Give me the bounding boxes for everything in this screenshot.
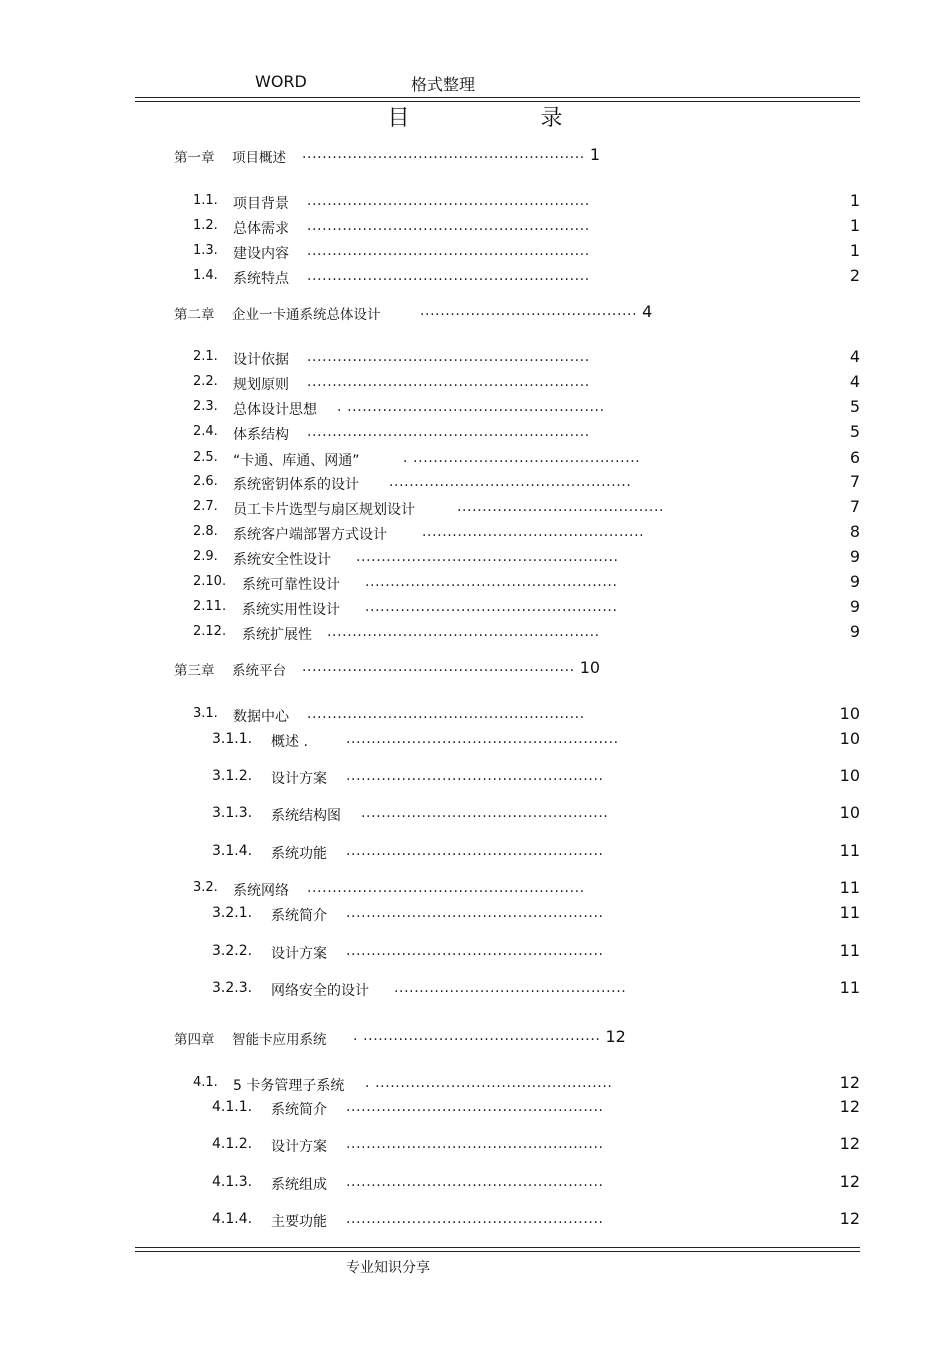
toc-page-number: 9	[849, 622, 860, 641]
toc-entry[interactable]	[0, 218, 950, 240]
toc-leader-dots: ......................................................	[302, 659, 575, 675]
toc-entry-title: 系统简介	[271, 908, 327, 924]
toc-entry[interactable]	[0, 374, 950, 396]
toc-leader-dots: . ...............................................	[365, 1075, 613, 1091]
toc-entry-number: 4.1.2.	[212, 1136, 253, 1152]
toc-leader-dots: ...................................................	[346, 1174, 604, 1190]
toc-leader-dots: .......................................................	[307, 880, 585, 896]
toc-leader-dots: ......................................................	[327, 624, 600, 640]
toc-entry-title: 系统网络	[233, 883, 289, 899]
toc-entry[interactable]	[0, 424, 950, 446]
toc-entry-title: 5 卡务管理子系统	[233, 1078, 345, 1094]
toc-page-number: 6	[849, 448, 860, 467]
toc-leader-dots: ........................................................	[307, 218, 590, 234]
toc-leader-dots: ...................................................	[346, 768, 604, 784]
toc-entry-number: 2.8.	[193, 524, 218, 539]
toc-entry-title: 系统客户端部署方式设计	[233, 527, 387, 543]
toc-page-number: 11	[839, 841, 860, 860]
toc-entry[interactable]	[0, 880, 950, 902]
toc-entry-title: 设计方案	[271, 946, 327, 962]
toc-entry-number: 2.2.	[193, 374, 218, 389]
toc-page-number: 12	[839, 1209, 860, 1228]
toc-entry-title: 设计依据	[233, 352, 289, 368]
toc-page-number: 12	[839, 1073, 860, 1092]
toc-entry-title: “卡通、库通、网通”	[233, 453, 360, 469]
toc-entry-number: 2.5.	[193, 450, 218, 465]
page-title: 目 录	[387, 106, 625, 131]
toc-entry-number: 第三章	[174, 663, 215, 679]
toc-chapter-entry[interactable]	[0, 1028, 950, 1050]
toc-entry-number: 2.7.	[193, 499, 218, 514]
toc-entry[interactable]	[0, 943, 950, 965]
toc-entry[interactable]	[0, 524, 950, 546]
toc-leader-dots: ..................................................	[365, 574, 618, 590]
toc-entry-title: 项目概述	[232, 150, 286, 166]
toc-page-number: 7	[849, 497, 860, 516]
toc-entry-title: 设计方案	[271, 771, 327, 787]
toc-chapter-entry[interactable]	[0, 303, 950, 325]
toc-leader-dots: ......................................................	[346, 731, 619, 747]
toc-entry-title: 规划原则	[233, 377, 289, 393]
toc-entry-number: 3.1.	[193, 706, 218, 721]
toc-leader-dots: ...................................................	[346, 1211, 604, 1227]
toc-entry[interactable]	[0, 1136, 950, 1158]
toc-entry[interactable]	[0, 624, 950, 646]
toc-leader-dots: ...................................................	[346, 1099, 604, 1115]
toc-entry-number: 2.3.	[193, 399, 218, 414]
toc-entry-number: 2.12.	[193, 624, 227, 639]
toc-leader-dots: ............................................	[422, 524, 645, 540]
footer-text: 专业知识分享	[346, 1260, 430, 1276]
toc-entry[interactable]	[0, 349, 950, 371]
toc-page-number: 11	[839, 878, 860, 897]
toc-entry-title: 系统平台	[232, 663, 286, 679]
toc-entry-number: 1.3.	[193, 243, 218, 258]
toc-page-number: 1	[589, 145, 600, 164]
toc-entry-title: 网络安全的设计	[271, 983, 369, 999]
toc-chapter-entry[interactable]	[0, 659, 950, 681]
toc-entry[interactable]	[0, 1174, 950, 1196]
toc-page-number: 10	[839, 766, 860, 785]
toc-leader-dots: ...................................................	[346, 843, 604, 859]
toc-page-number: 12	[605, 1027, 626, 1046]
toc-entry-title: 概述 .	[271, 734, 308, 750]
toc-entry[interactable]	[0, 980, 950, 1002]
toc-entry-title: 建设内容	[233, 246, 289, 262]
toc-entry-title: 系统组成	[271, 1177, 327, 1193]
toc-page-number: 1	[849, 241, 860, 260]
toc-entry-number: 2.6.	[193, 474, 218, 489]
toc-leader-dots: ...........................................	[420, 303, 638, 319]
toc-page-number: 11	[839, 978, 860, 997]
header-word: WORD	[255, 72, 307, 91]
toc-entry-number: 第二章	[174, 307, 215, 323]
toc-entry-number: 第四章	[174, 1032, 215, 1048]
toc-entry[interactable]	[0, 574, 950, 596]
toc-page-number: 10	[579, 658, 601, 677]
toc-leader-dots: .......................................................	[307, 706, 585, 722]
toc-entry-number: 3.1.3.	[212, 805, 253, 821]
toc-entry-title: 系统扩展性	[242, 627, 312, 643]
toc-entry-number: 4.1.4.	[212, 1211, 253, 1227]
toc-entry[interactable]	[0, 731, 950, 753]
header-format-title: 格式整理	[411, 75, 476, 94]
toc-page-number: 11	[839, 903, 860, 922]
toc-entry-title: 体系结构	[233, 427, 289, 443]
toc-page-number: 2	[849, 266, 860, 285]
toc-entry-title: 总体需求	[233, 221, 289, 237]
toc-entry-title: 企业一卡通系统总体设计	[232, 307, 381, 323]
toc-entry-title: 项目背景	[233, 196, 289, 212]
toc-entry-title: 系统特点	[233, 271, 289, 287]
toc-entry[interactable]	[0, 706, 950, 728]
toc-entry-number: 2.11.	[193, 599, 227, 614]
toc-leader-dots: ..............................................	[394, 980, 627, 996]
toc-entry-number: 3.2.2.	[212, 943, 253, 959]
toc-page-number: 7	[849, 472, 860, 491]
toc-entry-number: 第一章	[174, 150, 215, 166]
toc-page-number: 10	[839, 803, 860, 822]
toc-leader-dots: ..................................................	[365, 599, 618, 615]
toc-leader-dots: ........................................................	[307, 349, 590, 365]
toc-entry-number: 4.1.	[193, 1075, 218, 1090]
toc-leader-dots: ........................................................	[307, 424, 590, 440]
toc-entry-title: 智能卡应用系统	[232, 1032, 327, 1048]
toc-entry-title: 数据中心	[233, 709, 289, 725]
toc-page-number: 4	[849, 372, 860, 391]
toc-entry-number: 3.2.1.	[212, 905, 253, 921]
toc-entry[interactable]	[0, 243, 950, 265]
toc-entry[interactable]	[0, 768, 950, 790]
toc-leader-dots: .........................................	[457, 499, 665, 515]
toc-entry-title: 系统安全性设计	[233, 552, 331, 568]
toc-entry[interactable]	[0, 1211, 950, 1233]
toc-entry[interactable]	[0, 399, 950, 421]
toc-entry-title: 系统简介	[271, 1102, 327, 1118]
toc-leader-dots: ........................................................	[307, 268, 590, 284]
toc-page-number: 10	[839, 704, 860, 723]
toc-leader-dots: ........................................................	[307, 374, 590, 390]
toc-entry-title: 主要功能	[271, 1214, 327, 1230]
toc-entry-number: 2.9.	[193, 549, 218, 564]
toc-entry[interactable]	[0, 599, 950, 621]
toc-leader-dots: ...................................................	[346, 943, 604, 959]
toc-page-number: 12	[839, 1172, 860, 1191]
toc-entry[interactable]	[0, 268, 950, 290]
toc-leader-dots: . .............................................	[403, 450, 641, 466]
toc-entry-title: 设计方案	[271, 1139, 327, 1155]
toc-leader-dots: ........................................................	[302, 146, 585, 162]
toc-entry[interactable]	[0, 193, 950, 215]
toc-page-number: 4	[849, 347, 860, 366]
toc-leader-dots: ....................................................	[356, 549, 619, 565]
toc-page-number: 5	[849, 422, 860, 441]
toc-leader-dots: .................................................	[361, 805, 609, 821]
toc-entry-number: 3.1.4.	[212, 843, 253, 859]
toc-entry[interactable]	[0, 1099, 950, 1121]
toc-entry-title: 员工卡片选型与扇区规划设计	[233, 502, 415, 518]
toc-entry-number: 2.4.	[193, 424, 218, 439]
toc-entry-title: 系统密钥体系的设计	[233, 477, 359, 493]
toc-leader-dots: ...................................................	[346, 905, 604, 921]
toc-page-number: 11	[839, 941, 860, 960]
toc-entry[interactable]	[0, 499, 950, 521]
toc-page-number: 8	[849, 522, 860, 541]
toc-leader-dots: ................................................	[389, 474, 632, 490]
toc-entry[interactable]	[0, 474, 950, 496]
toc-page-number: 12	[839, 1134, 860, 1153]
toc-page-number: 1	[849, 216, 860, 235]
toc-entry[interactable]	[0, 905, 950, 927]
toc-leader-dots: . ...............................................	[353, 1028, 601, 1044]
toc-chapter-entry[interactable]	[0, 146, 950, 168]
toc-entry[interactable]	[0, 549, 950, 571]
toc-page-number: 4	[642, 302, 653, 321]
toc-entry-number: 3.2.	[193, 880, 218, 895]
footer-rule	[135, 1247, 860, 1252]
toc-entry-number: 1.4.	[193, 268, 218, 283]
toc-entry[interactable]	[0, 805, 950, 827]
toc-entry-number: 3.1.2.	[212, 768, 253, 784]
toc-page-number: 12	[839, 1097, 860, 1116]
toc-entry-title: 系统可靠性设计	[242, 577, 340, 593]
toc-page-number: 9	[849, 547, 860, 566]
toc-entry-number: 1.1.	[193, 193, 218, 208]
toc-leader-dots: ........................................................	[307, 193, 590, 209]
toc-leader-dots: . ...................................................	[337, 399, 605, 415]
toc-entry-number: 2.1.	[193, 349, 218, 364]
toc-page-number: 1	[849, 191, 860, 210]
toc-entry-title: 系统结构图	[271, 808, 341, 824]
toc-page-number: 10	[839, 729, 860, 748]
toc-page-number: 5	[849, 397, 860, 416]
toc-entry-title: 系统功能	[271, 846, 327, 862]
toc-entry[interactable]	[0, 450, 950, 472]
toc-entry-number: 2.10.	[193, 574, 227, 589]
toc-entry-number: 4.1.3.	[212, 1174, 253, 1190]
toc-entry[interactable]	[0, 843, 950, 865]
toc-page-number: 9	[849, 572, 860, 591]
toc-entry-number: 3.1.1.	[212, 731, 253, 747]
toc-entry-number: 1.2.	[193, 218, 218, 233]
toc-page-number: 9	[849, 597, 860, 616]
toc-entry[interactable]	[0, 1075, 950, 1097]
toc-leader-dots: ...................................................	[346, 1136, 604, 1152]
toc-leader-dots: ........................................................	[307, 243, 590, 259]
toc-entry-title: 总体设计思想	[233, 402, 317, 418]
toc-entry-title: 系统实用性设计	[242, 602, 340, 618]
toc-entry-number: 4.1.1.	[212, 1099, 253, 1115]
toc-entry-number: 3.2.3.	[212, 980, 253, 996]
